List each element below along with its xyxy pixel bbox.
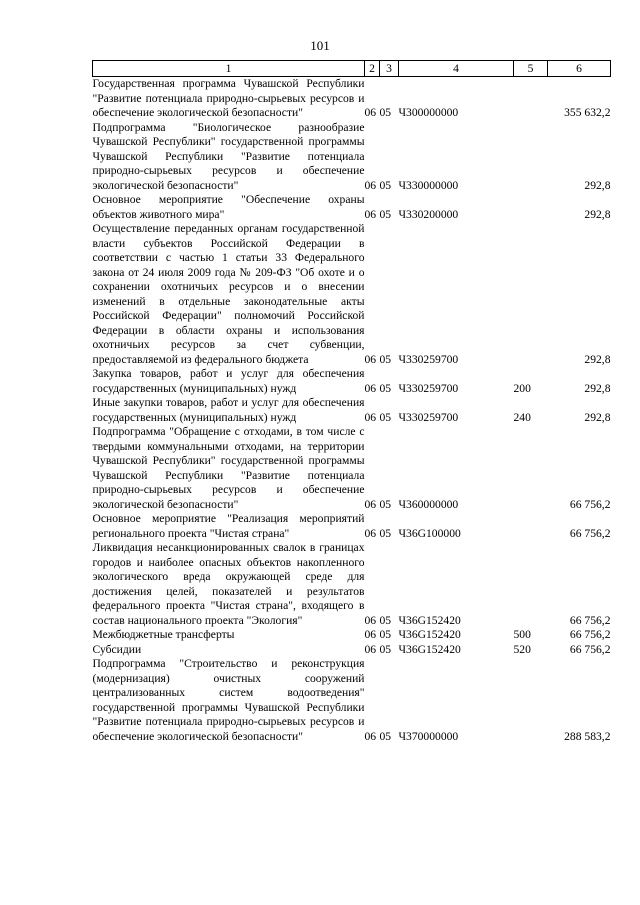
row-target-article: Ч330000000 [398,178,459,192]
row-name: Иные закупки товаров, работ и услуг для обеспечения государственных (муниципальных) нужд [92,396,365,424]
column-header: 6 [548,61,611,77]
row-section: 06 [364,207,377,221]
table-row [93,541,611,628]
table-row [93,222,611,367]
row-section: 06 [364,729,377,743]
row-amount: 66 756,2 [569,497,611,511]
row-subsection: 05 [379,526,392,540]
row-name: Межбюджетные трансферты [92,628,235,641]
row-target-article: Ч36G100000 [398,526,461,540]
row-subsection: 05 [379,628,392,641]
row-section: 06 [364,642,377,656]
row-subsection: 05 [379,352,392,366]
row-expense-type [514,222,548,367]
table-row [93,425,611,512]
row-target-article: Ч330259700 [398,352,459,366]
row-target-article: Ч36G152420 [398,628,461,641]
row-name: Подпрограмма "Биологическое разнообразие Чувашской Республики" государственной программы Чувашской Республики "Развитие потенциала природно-сырьевых ресурсов и обеспечение экологической безопасности" [92,120,365,192]
row-amount: 66 756,2 [569,526,611,540]
column-header: 3 [380,61,399,77]
page-number: 101 [310,38,330,53]
row-subsection: 05 [379,729,392,743]
row-amount: 66 756,2 [569,642,611,656]
row-expense-type: 240 [513,410,531,424]
table-row [93,657,611,744]
row-amount: 292,8 [584,178,611,192]
table-row [93,367,611,396]
row-target-article: Ч370000000 [398,729,459,743]
row-target-article: Ч36G152420 [398,613,461,627]
table-row [93,77,611,121]
row-target-article: Ч330259700 [398,410,459,424]
row-section: 06 [364,497,377,511]
column-number-row [93,61,611,77]
row-name: Подпрограмма "Строительство и реконструкция (модернизация) очистных сооружений централизованных систем водоотведения" государственной программы Чувашской Республики "Развитие потенциала природно-сырьевых ресурсов и обеспечение экологической безопасности" [92,657,365,743]
table-row [93,512,611,541]
row-subsection: 05 [379,381,392,395]
row-expense-type [514,512,548,541]
row-name: Государственная программа Чувашской Республики "Развитие потенциала природно-сырьевых ресурсов и обеспечение экологической безопасности" [92,77,365,119]
row-section: 06 [364,410,377,424]
row-target-article: Ч36G152420 [398,642,461,656]
row-name: Ликвидация несанкционированных свалок в границах городов и наиболее опасных объектов накопленного экологического вреда окружающей среде для достижения целей, показателей и результатов федерального проекта "Чистая страна", входящего в состав национального проекта "Экология" [92,541,365,627]
budget-table [92,60,611,744]
row-amount: 292,8 [584,381,611,395]
table-row [93,396,611,425]
row-section: 06 [364,613,377,627]
row-amount: 355 632,2 [564,106,611,119]
row-section: 06 [364,526,377,540]
row-expense-type: 520 [513,642,531,656]
row-expense-type [514,425,548,512]
row-section: 06 [364,106,377,119]
row-subsection: 05 [379,410,392,424]
row-expense-type [514,77,548,121]
row-subsection: 05 [379,497,392,511]
row-expense-type [514,121,548,194]
row-subsection: 05 [379,178,392,192]
row-amount: 292,8 [584,207,611,221]
row-section: 06 [364,628,377,641]
row-name: Субсидии [92,642,142,656]
row-expense-type [514,541,548,628]
row-expense-type: 200 [513,381,531,395]
table-row [93,121,611,194]
row-amount: 292,8 [584,410,611,424]
row-name: Основное мероприятие "Реализация мероприятий регионального проекта "Чистая страна" [92,512,365,540]
row-amount: 66 756,2 [569,613,611,627]
row-subsection: 05 [379,642,392,656]
column-header: 1 [93,61,365,77]
row-subsection: 05 [379,106,392,119]
row-subsection: 05 [379,207,392,221]
row-amount: 66 756,2 [569,628,611,641]
row-name: Подпрограмма "Обращение с отходами, в том числе с твердыми коммунальными отходами, на территории Чувашской Республики" государственной программы Чувашской Республики "Развитие потенциала природно-сырьевых ресурсов и обеспечение экологической безопасности" [92,425,365,511]
table-row [93,628,611,643]
row-amount: 292,8 [584,352,611,366]
row-expense-type [514,193,548,222]
column-header: 2 [365,61,380,77]
row-section: 06 [364,352,377,366]
row-target-article: Ч330259700 [398,381,459,395]
column-header: 5 [514,61,548,77]
row-subsection: 05 [379,613,392,627]
table-row [93,643,611,658]
row-target-article: Ч330200000 [398,207,459,221]
row-name: Закупка товаров, работ и услуг для обеспечения государственных (муниципальных) нужд [92,367,365,395]
row-amount: 288 583,2 [564,729,611,743]
row-name: Основное мероприятие "Обеспечение охраны объектов животного мира" [92,193,365,221]
row-target-article: Ч360000000 [398,497,459,511]
column-header: 4 [399,61,514,77]
row-name: Осуществление переданных органам государственной власти субъектов Российской Федерации в соответствии с частью 1 статьи 33 Федерального закона от 24 июля 2009 года № 209-ФЗ "Об охоте и о сохранении охотничьих ресурсов и о внесении изменений в отдельные законодательные акты Российской Федерации" полномочий Российской Федерации в области охраны и использования охотничьих ресурсов за счет субвенции, предоставляемой из федерального бюджета [92,222,365,366]
row-target-article: Ч300000000 [398,106,459,119]
row-expense-type [514,657,548,744]
table-row [93,193,611,222]
row-section: 06 [364,381,377,395]
row-section: 06 [364,178,377,192]
row-expense-type: 500 [513,628,531,641]
